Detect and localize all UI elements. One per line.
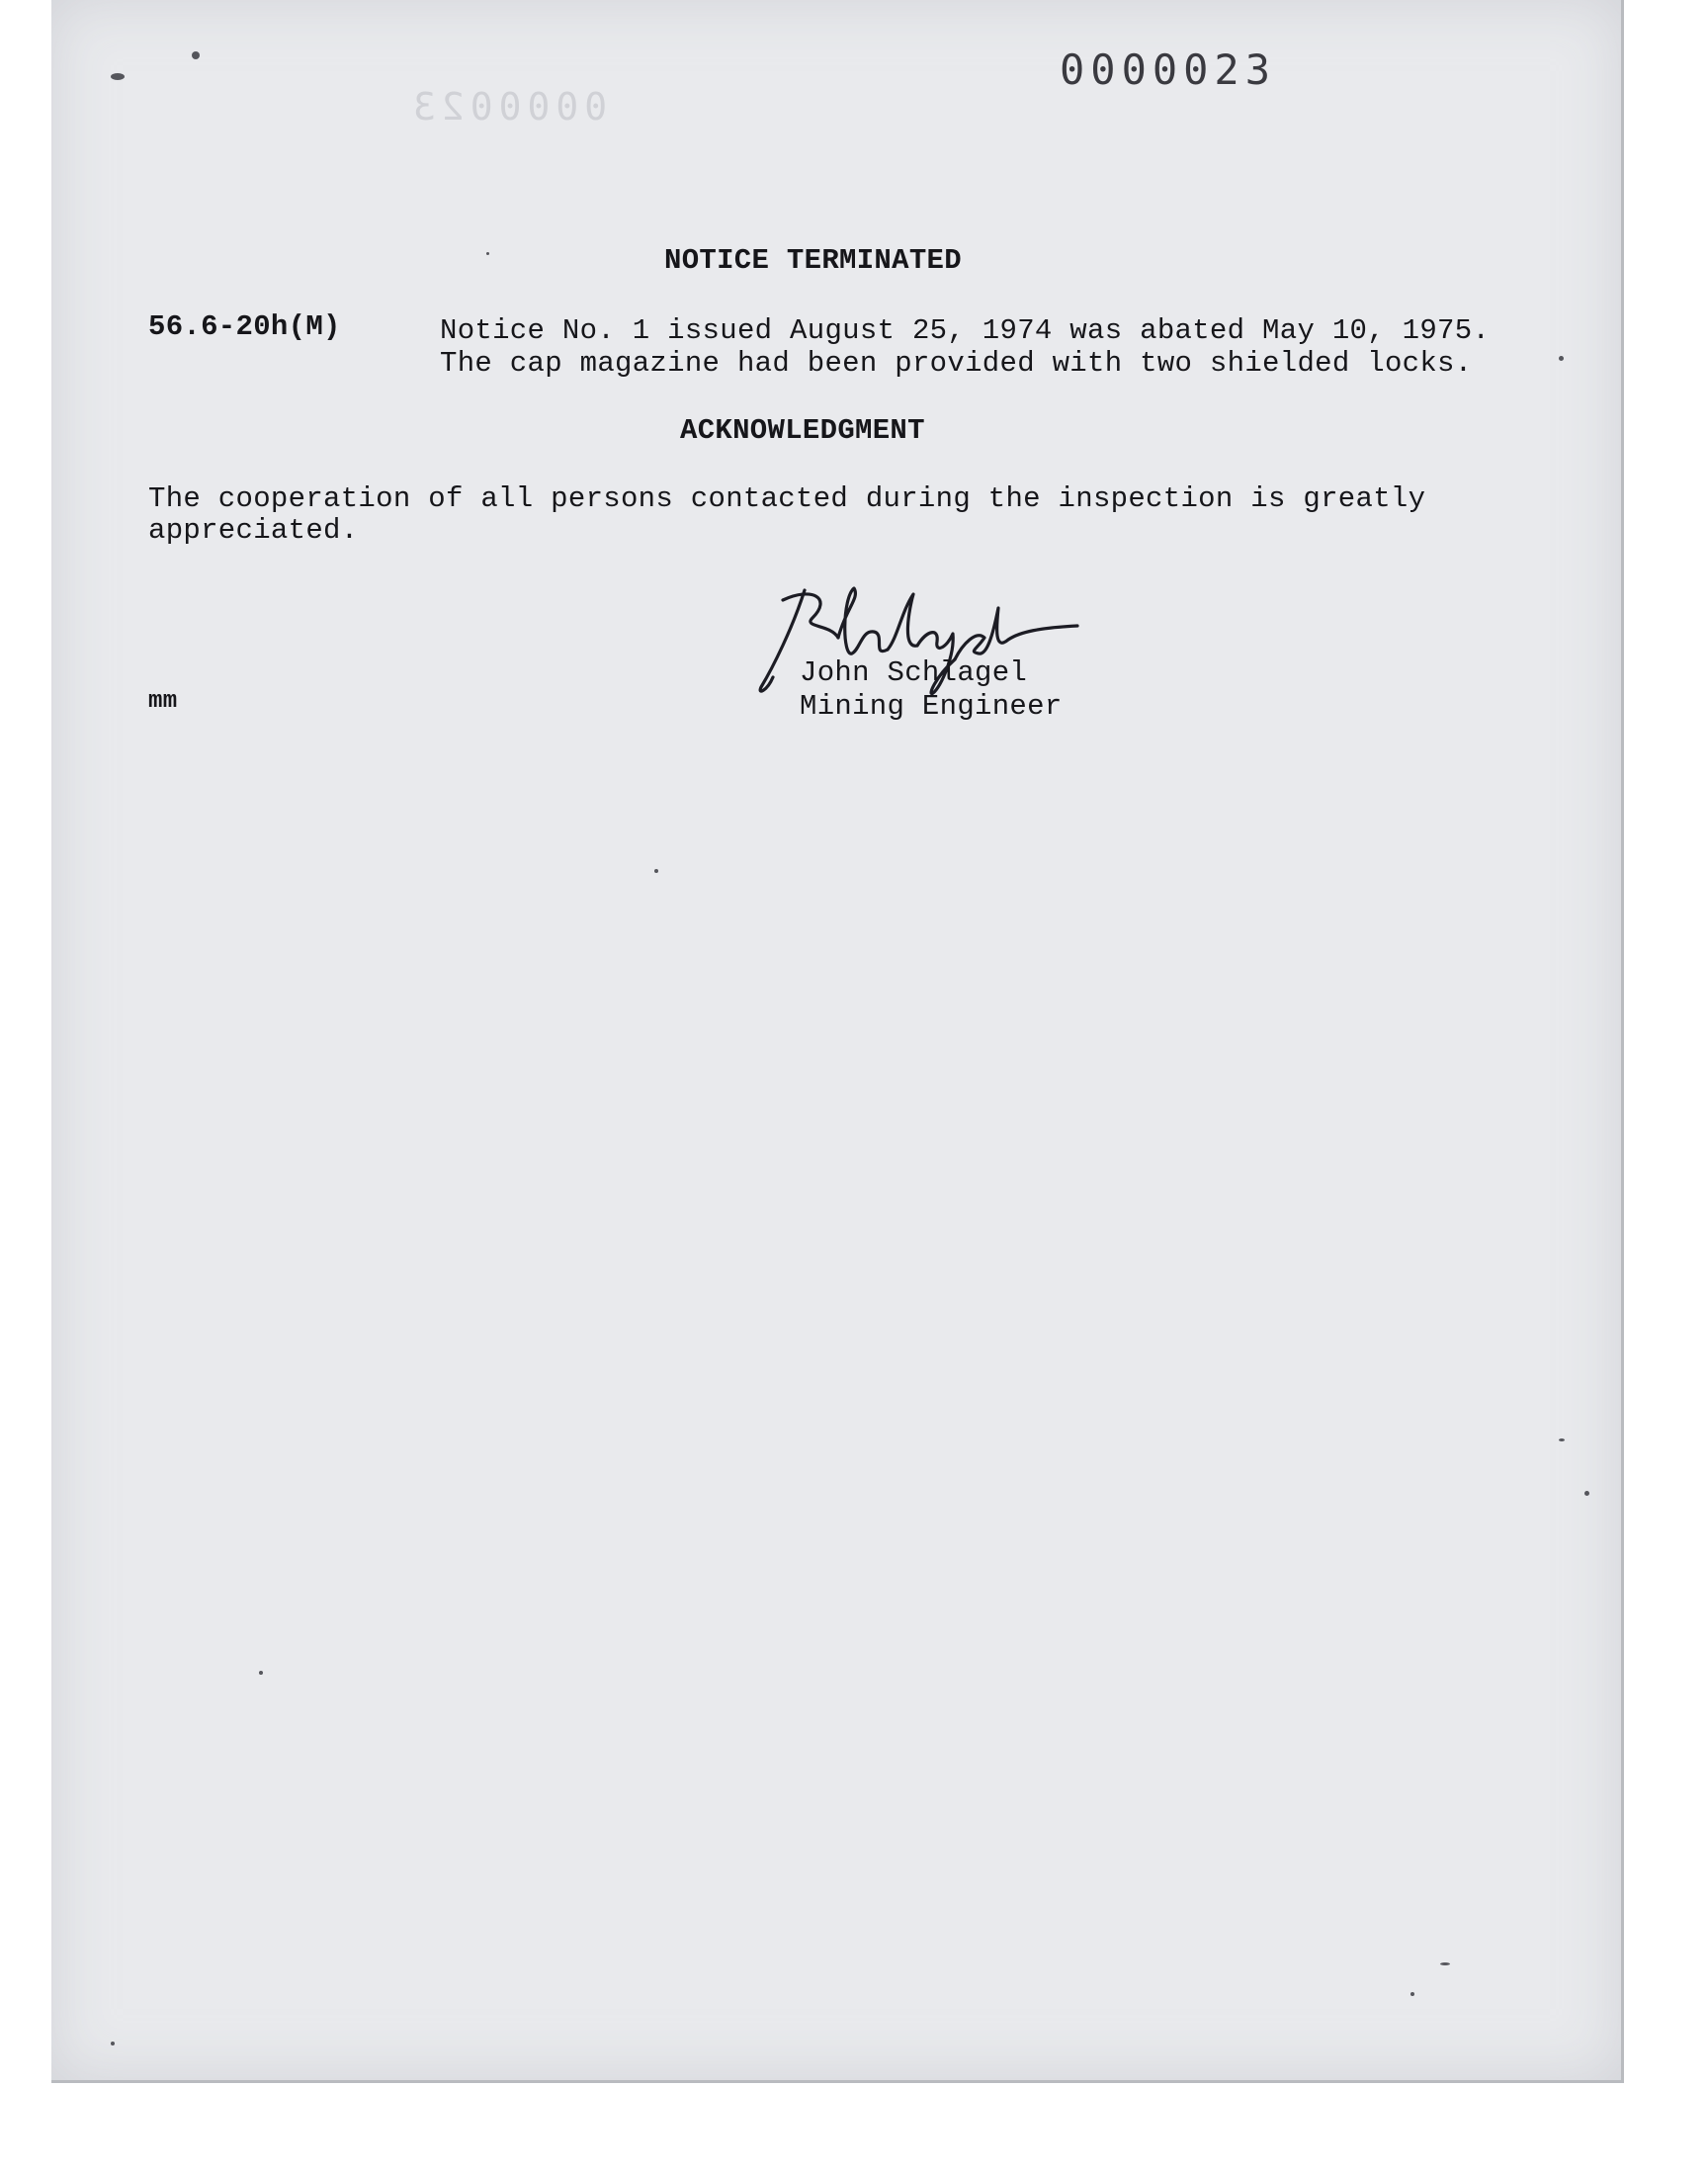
signer-name: John Schlagel <box>800 656 1028 689</box>
scan-speck <box>654 869 658 873</box>
scan-speck <box>1559 356 1564 361</box>
document-page <box>51 0 1624 2083</box>
page-number-stamp: 0000023 <box>1060 45 1277 94</box>
notice-text-line-1: Notice No. 1 issued August 25, 1974 was abated May 10, 1975. <box>440 314 1491 347</box>
acknowledgment-heading: ACKNOWLEDGMENT <box>680 414 925 447</box>
citation-code: 56.6-20h(M) <box>148 310 341 343</box>
scan-speck <box>1440 1962 1450 1965</box>
scan-speck <box>259 1671 263 1675</box>
notice-terminated-heading: NOTICE TERMINATED <box>664 244 962 277</box>
scan-speck <box>111 73 125 80</box>
bleed-through-number: 0000023 <box>407 85 608 129</box>
notice-text-line-2: The cap magazine had been provided with two shielded locks. <box>440 347 1473 380</box>
acknowledgment-line-2: appreciated. <box>148 514 359 547</box>
scan-speck <box>1584 1491 1589 1496</box>
scan-speck <box>111 2042 115 2045</box>
scan-speck <box>1410 1992 1414 1996</box>
scan-speck <box>1559 1438 1565 1441</box>
typist-initials: mm <box>148 688 178 715</box>
signer-title: Mining Engineer <box>800 690 1063 723</box>
acknowledgment-line-1: The cooperation of all persons contacted during the inspection is greatly <box>148 482 1426 515</box>
scan-speck <box>192 51 200 59</box>
scan-speck <box>486 252 489 255</box>
